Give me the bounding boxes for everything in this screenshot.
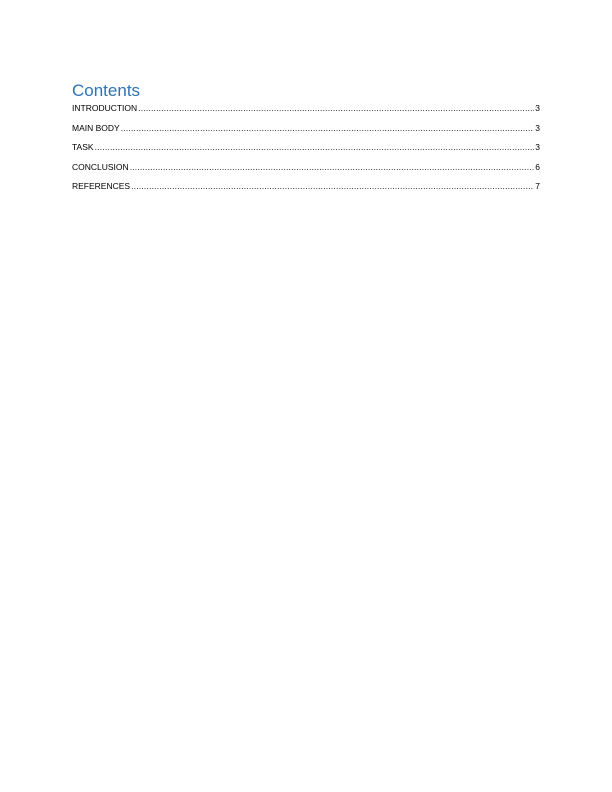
toc-dot-leader bbox=[131, 180, 534, 192]
toc-entry-page: 6 bbox=[535, 161, 540, 172]
toc-dot-leader bbox=[121, 122, 535, 134]
toc-dot-leader bbox=[138, 102, 534, 114]
toc-entry-conclusion[interactable] bbox=[72, 161, 540, 181]
table-of-contents bbox=[72, 80, 540, 200]
toc-entry-title: TASK bbox=[72, 142, 94, 152]
toc-entry-title: INTRODUCTION bbox=[72, 103, 138, 113]
toc-entry-page: 3 bbox=[535, 122, 540, 133]
toc-entry-page: 3 bbox=[535, 142, 540, 152]
toc-entry-page: 3 bbox=[535, 103, 540, 113]
toc-entry-title: REFERENCES bbox=[72, 181, 131, 191]
toc-heading: Contents bbox=[72, 81, 141, 100]
toc-entry-main-body[interactable] bbox=[72, 122, 540, 142]
toc-entry-title: MAIN BODY bbox=[72, 122, 120, 133]
toc-dot-leader bbox=[130, 161, 535, 173]
toc-entry-title: CONCLUSION bbox=[72, 161, 129, 172]
toc-entry-references[interactable] bbox=[72, 180, 540, 200]
toc-list bbox=[72, 102, 540, 200]
toc-entry-task[interactable] bbox=[72, 141, 540, 161]
toc-dot-leader bbox=[95, 141, 535, 153]
toc-entry-introduction[interactable] bbox=[72, 102, 540, 122]
toc-entry-page: 7 bbox=[535, 181, 540, 191]
